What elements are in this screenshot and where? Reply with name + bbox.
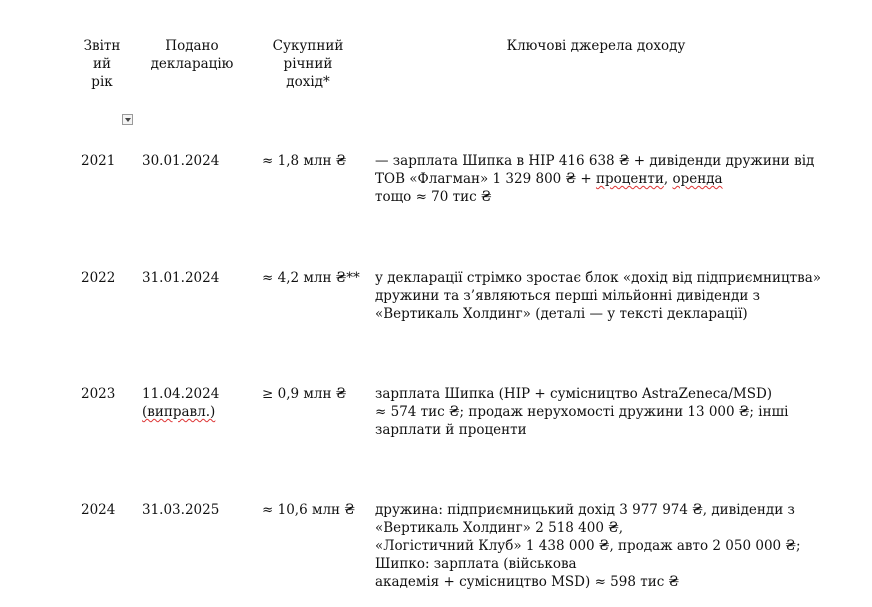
row-2023-sources: зарплата Шипка (НІР + сумісництво AstraZeneca/MSD) ≈ 574 тис ₴; продаж нерухомості дружини 13 000 ₴; інші зарплати й проценти (375, 386, 789, 438)
filed-date: 11.04.2024 (142, 386, 220, 402)
row-2022-sources: у декларації стрімко зростає блок «дохід від підприємництва» дружини та з’являються перші мільйонні дивіденди з «Вертикаль Холдинг» (деталі — у тексті декларації) (375, 270, 822, 322)
dropdown-arrow-icon[interactable] (122, 114, 133, 125)
row-2024-filed: 31.03.2025 (142, 502, 220, 518)
header-sources: Ключові джерела доходу (506, 38, 686, 54)
spellcheck-word[interactable]: (виправл.) (142, 404, 216, 420)
row-2022-year: 2022 (81, 270, 116, 286)
row-2022-income: ≈ 4,2 млн ₴** (262, 270, 360, 286)
header-filed: Подано декларацію (150, 38, 234, 72)
spellcheck-word[interactable]: проценти (595, 171, 664, 187)
sources-text: , (663, 171, 673, 187)
row-2021-filed: 30.01.2024 (142, 153, 220, 169)
header-year: Звітн ий рік (83, 38, 121, 90)
row-2023-income: ≥ 0,9 млн ₴ (262, 386, 347, 402)
row-2021-income: ≈ 1,8 млн ₴ (262, 153, 347, 169)
row-2024-year: 2024 (81, 502, 116, 518)
row-2024-sources: дружина: підприємницький дохід 3 977 974 ₴, дивіденди з «Вертикаль Холдинг» 2 518 400 ₴, «Логістичний Клуб» 1 438 000 ₴, продаж авто 2 050 000 ₴; Шипко: зарплата (військова академія + сумісництво MSD) ≈ 598 тис ₴ (375, 502, 801, 590)
sources-text: тощо ≈ 70 тис ₴ (375, 189, 492, 205)
row-2024-income: ≈ 10,6 млн ₴ (262, 502, 355, 518)
row-2021-year: 2021 (81, 153, 116, 169)
spellcheck-word[interactable]: оренда (672, 171, 723, 187)
row-2023-filed (142, 385, 219, 421)
row-2023-year: 2023 (81, 386, 116, 402)
sources-text: — зарплата Шипка в НІР 416 638 ₴ + дивіденди дружини від ТОВ «Флагман» 1 329 800 ₴ + (375, 153, 815, 187)
row-2021-sources (375, 152, 825, 206)
row-2022-filed: 31.01.2024 (142, 270, 220, 286)
header-income: Сукупний річний дохід* (272, 38, 344, 90)
